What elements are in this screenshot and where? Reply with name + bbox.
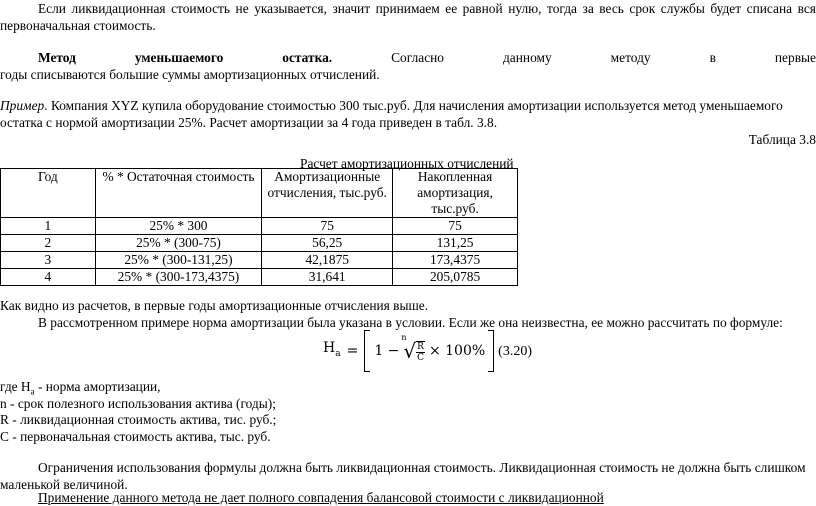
intro-word: будет <box>710 1 742 16</box>
cell-accumulated: 205,0785 <box>393 269 518 286</box>
depreciation-formula <box>323 330 532 372</box>
table-header-row <box>1 169 518 218</box>
formula-times-percent: × 100% <box>428 342 486 359</box>
formula-root <box>401 333 425 363</box>
header-accumulated: Накопленная амортизация, тыс.руб. <box>393 169 518 218</box>
cell-formula: 25% * (300-75) <box>95 235 262 252</box>
fraction-denominator: C <box>417 353 424 363</box>
table-row <box>1 269 518 286</box>
header-year: Год <box>1 169 96 218</box>
method-line2: годы списываются большие суммы амортизационных отчислений. <box>0 67 380 82</box>
formula-lhs: $Н_a$ <box>323 339 341 359</box>
intro-word: Если <box>38 1 66 16</box>
method-word-2: уменьшаемого <box>134 50 224 65</box>
formula-right-bracket <box>488 330 494 372</box>
table-row <box>1 235 518 252</box>
intro-word: тогда <box>547 1 577 16</box>
formula-left-bracket <box>364 330 370 372</box>
root-index: n <box>401 333 407 342</box>
header-amortization: Амортизационные отчисления, тыс.руб. <box>262 169 393 218</box>
after-table-text: Как видно из расчетов, в первые годы амортизационные отчисления выше. <box>0 298 429 313</box>
method-word-5: данному <box>502 50 552 65</box>
cell-amortization: 56,25 <box>262 235 393 252</box>
table-row <box>1 252 518 269</box>
formula-one-minus: 1 − <box>374 342 400 359</box>
intro-word: службы <box>660 1 705 16</box>
cell-year: 1 <box>1 218 96 235</box>
where-line-3: R - ликвидационная стоимость актива, тис. руб.; <box>0 412 277 427</box>
limits-line1: Ограничения использования формулы должна быть ликвидационная стоимость. Ликвидационная стоимость не должна быть слишком <box>38 460 806 475</box>
intro-word: стоимость <box>171 1 230 16</box>
table-caption: Расчет амортизационных отчислений <box>300 156 514 171</box>
example-line2: остатка с нормой амортизации 25%. Расчет амортизации за 4 года приведен в табл. 3.8. <box>0 115 498 130</box>
radical-sign: √ <box>403 338 417 363</box>
intro-word: срок <box>629 1 656 16</box>
intro-word: списана <box>746 1 793 16</box>
table-number: Таблица 3.8 <box>748 132 816 147</box>
intro-word: за <box>582 1 594 16</box>
where-line-1: где $Н_а$ - норма амортизации, <box>0 379 161 397</box>
example-text: . Компания XYZ купила оборудование стоимостью 300 тыс.руб. Для начисления амортизации используется метод уменьшаемого <box>44 98 783 113</box>
intro-word: не <box>235 1 249 16</box>
method-word-4: Согласно <box>391 50 444 65</box>
method-word-7: в <box>709 50 716 65</box>
last-line: Применение данного метода не дает полного совпадения балансовой стоимости с ликвидационной <box>38 490 604 505</box>
formula-number: (3.20) <box>498 343 532 359</box>
cell-formula: 25% * (300-131,25) <box>95 252 262 269</box>
cell-amortization: 75 <box>262 218 393 235</box>
paragraph-intro-line1 <box>38 0 816 17</box>
method-word-8: первые <box>774 50 816 65</box>
intro-word: нулю, <box>508 1 542 16</box>
cell-year: 3 <box>1 252 96 269</box>
header-percent: % * Остаточная стоимость <box>95 169 262 218</box>
where-line-2: n - срок полезного использования актива (годы); <box>0 396 276 411</box>
cell-accumulated: 131,25 <box>393 235 518 252</box>
method-heading-line <box>0 49 816 66</box>
cell-accumulated: 173,4375 <box>393 252 518 269</box>
intro-word: равной <box>462 1 503 16</box>
intro-word: ликвидационная <box>71 1 166 16</box>
intro-word: вся <box>797 1 816 16</box>
formula-equals: = <box>346 342 359 359</box>
intro-word: принимаем <box>375 1 440 16</box>
cell-accumulated: 75 <box>393 218 518 235</box>
cell-year: 2 <box>1 235 96 252</box>
cell-formula: 25% * (300-173,4375) <box>95 269 262 286</box>
amortization-table <box>0 168 518 286</box>
cell-amortization: 31,641 <box>262 269 393 286</box>
intro-word: указывается, <box>254 1 327 16</box>
limits-line2: маленькой величиной. <box>0 477 128 492</box>
cell-amortization: 42,1875 <box>262 252 393 269</box>
intro-word: весь <box>599 1 624 16</box>
intro-word: ее <box>445 1 458 16</box>
fraction-numerator: R <box>417 342 424 352</box>
method-word-1: Метод <box>38 50 76 65</box>
method-word-6: методу <box>610 50 651 65</box>
formula-fraction <box>416 341 425 363</box>
cell-formula: 25% * 300 <box>95 218 262 235</box>
example-line1 <box>0 97 816 114</box>
cell-year: 4 <box>1 269 96 286</box>
formula-intro: В рассмотренном примере норма амортизации была указана в условии. Если же она неизвестна, ее можно рассчитать по формуле: <box>38 315 783 330</box>
table-row <box>1 218 518 235</box>
example-label: Пример <box>0 98 45 113</box>
method-word-3: остатка. <box>282 50 333 65</box>
paragraph-intro-line2: первоначальная стоимость. <box>0 18 156 33</box>
where-line-4: С - первоначальная стоимость актива, тыс. руб. <box>0 429 271 444</box>
intro-word: значит <box>332 1 371 16</box>
